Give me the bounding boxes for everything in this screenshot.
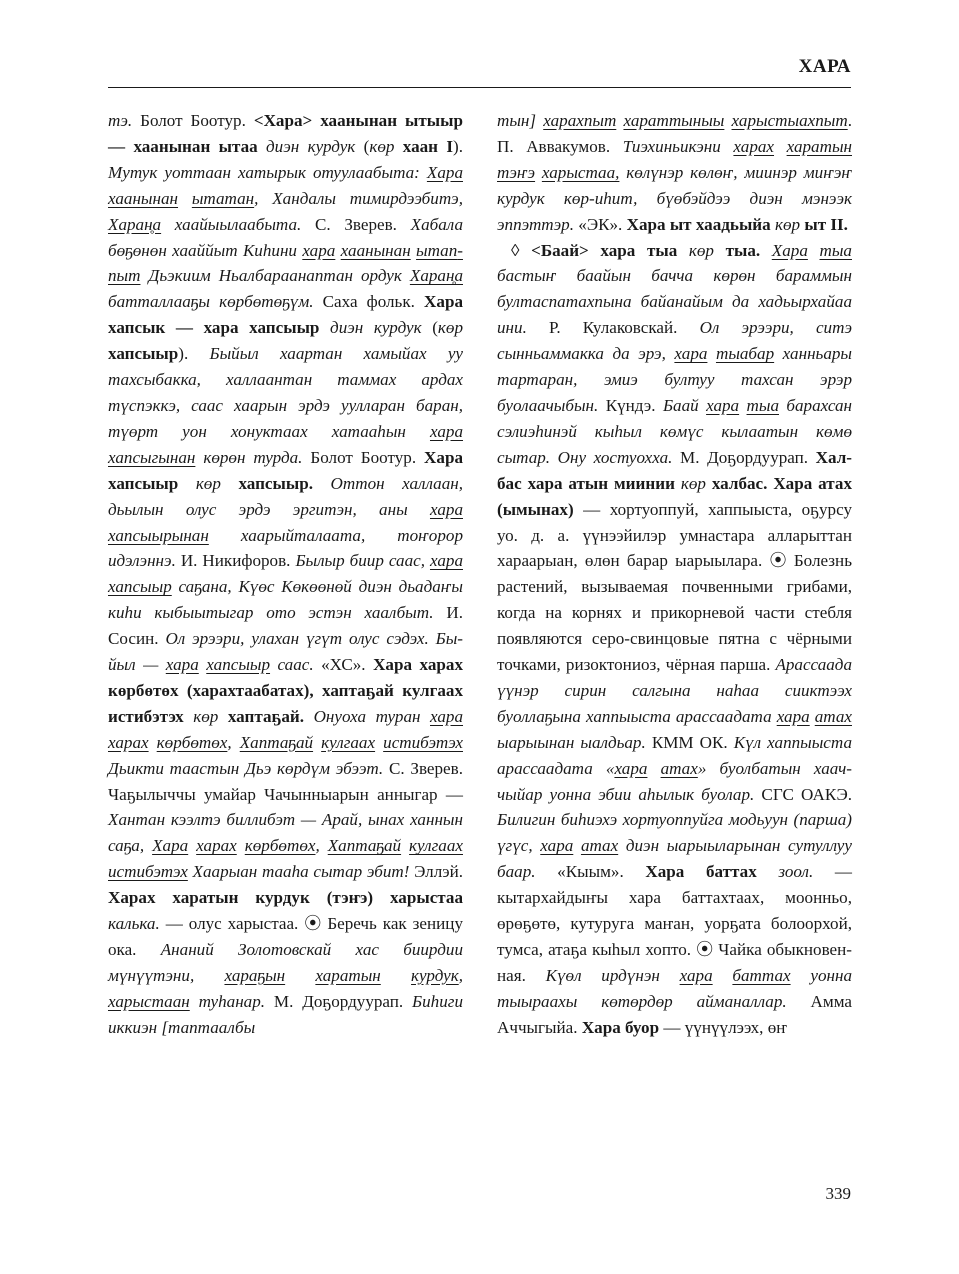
highlighted-example-word: харыстаан	[108, 991, 190, 1011]
headword-run: Хара атах (ымынах)	[497, 473, 852, 519]
text-run: Хаарыан тааһа сытар эбит!	[187, 862, 410, 882]
highlighted-example-word: тыа	[819, 240, 852, 260]
headword-run: хапсыыр	[108, 344, 179, 364]
text-run	[375, 733, 383, 752]
highlighted-example-word: хара	[429, 499, 463, 519]
text-run: диэн курдук	[319, 318, 422, 338]
text-run: Ол эрээри, улахан үгүт олус сэдэх. Быйыл —	[108, 629, 463, 675]
text-run: көр	[369, 136, 395, 156]
highlighted-example-word: Хаптаҕай	[327, 836, 402, 856]
highlighted-example-word: харах	[108, 732, 149, 752]
text-run: зоол.	[756, 862, 814, 882]
text-run: Арассаада үүнэр сирин салгына наһаа сииктээх буоллаҕына хаппыыста арассаадата	[497, 655, 852, 726]
text-run: көр	[674, 473, 706, 493]
text-run: диэн курдук	[257, 136, 356, 156]
highlighted-example-word: хапсыырынан	[108, 525, 209, 545]
text-run: И. Сосин.	[108, 603, 463, 649]
text-run: Күндэ.	[598, 395, 663, 415]
text-run	[739, 396, 746, 415]
text-run: И. Никифоров.	[175, 551, 296, 571]
highlighted-example-word: баттах	[732, 965, 791, 985]
text-run: ).	[178, 344, 210, 364]
highlighted-example-word: хара	[429, 551, 463, 571]
text-run: Баай	[662, 395, 707, 415]
headword-run: Хара хапсык — хара хапсыыр	[108, 292, 463, 338]
highlighted-example-word: ытаппыт	[108, 240, 463, 286]
text-run: — хортуоппуй, хаппыыста, оҕурсу уо. д. а. үүнээйилэр умнастара алларыттан хараарыан, өлөн барар ыарыылара. ⦿ Болезнь растений, вызываемая почвенными грибами, когда на корнях и прикорневой части стебля появляются серо-свинцовые пятна с чёрными точками, ризоктониоз, чёрная парша.	[497, 499, 852, 675]
text-run: «ХС».	[313, 655, 374, 675]
text-run	[647, 759, 660, 778]
highlighted-example-word: кулгаах	[321, 732, 376, 752]
text-run: . П. Аввакумов.	[497, 111, 852, 156]
text-run	[313, 733, 321, 752]
headword-run: халбас.	[705, 473, 768, 493]
text-run	[713, 966, 733, 985]
text-run: тын]	[497, 111, 537, 130]
highlighted-example-word: хара	[679, 965, 713, 985]
text-run: Ананий Золотовскай хас биирдии мүнүүтэни,	[108, 940, 463, 985]
text-run	[774, 137, 787, 156]
highlighted-example-word: Хара	[426, 162, 463, 182]
highlighted-example-word: харыстаа,	[541, 162, 620, 182]
paragraph	[497, 238, 852, 1041]
text-run	[237, 836, 245, 855]
text-run: бастыҥ баайын бачча көрөн бараммын бултаспатахпына байанайым да хадьырхайаа ини.	[497, 266, 852, 338]
text-run: диэн ыарыыларынан сутуллуу баар.	[497, 836, 852, 882]
text-run: — олус харыстаа. ⦿ Беречь как зеницу ока.	[108, 914, 463, 959]
text-run: (	[421, 318, 438, 338]
text-run	[707, 344, 716, 363]
text-run: көр	[677, 240, 714, 260]
highlighted-example-word: атах	[814, 706, 852, 726]
highlighted-example-word: атах	[660, 758, 698, 778]
highlighted-example-word: хара	[614, 758, 648, 778]
headword-run: хаптаҕай.	[218, 706, 305, 726]
text-run: көрөн турда.	[195, 447, 303, 467]
text-run	[381, 966, 411, 985]
left-column	[108, 108, 463, 1041]
running-head: ХАРА	[798, 56, 851, 77]
highlighted-example-word: хара	[165, 655, 199, 675]
text-run: (	[355, 136, 370, 156]
highlighted-example-word: көрбөтөх	[156, 732, 228, 752]
text-run: калька.	[108, 914, 160, 934]
text-run: С. Зверев.	[301, 214, 411, 234]
highlighted-example-word: харах	[196, 836, 237, 856]
highlighted-example-word: харатын	[786, 136, 852, 156]
text-run: көр	[178, 473, 221, 493]
text-run: «ЭК».	[574, 214, 627, 234]
text-run: Саха фольк.	[313, 292, 425, 312]
text-run	[285, 966, 315, 985]
highlighted-example-word: хараҕын	[224, 965, 286, 985]
text-run: » буолбатын хааччыйар уонна эбии аһылык буолар.	[497, 758, 852, 804]
highlighted-example-word: хара	[540, 836, 574, 856]
text-run: ханньары тартаран, эмиэ бултуу тахсан эрэр буолаачыбын.	[497, 344, 852, 415]
text-run	[573, 836, 581, 855]
text-run	[808, 241, 820, 260]
highlighted-example-word: харахпыт	[543, 111, 617, 130]
page-number: 339	[825, 1184, 851, 1203]
highlighted-example-word: көрбөтөх	[244, 836, 316, 856]
highlighted-example-word: харыстыахпыт	[731, 111, 848, 130]
headword-run: <Хара> хаанынан ытыыр — хаанынан ытаа	[108, 111, 463, 156]
headword-run: Халбас хара атын миинии	[497, 447, 852, 493]
headword-run: Хара ыт хаадьыйа	[626, 214, 771, 234]
highlighted-example-word: харатын	[315, 965, 381, 985]
text-run	[724, 111, 731, 130]
highlighted-example-word: хапсыгынан	[108, 447, 196, 467]
text-run: уонна тыыраахы көтөрдөр айманаллар.	[497, 965, 852, 1011]
highlighted-example-word: тыа	[746, 395, 779, 415]
highlighted-example-word: хапсыыр	[108, 577, 172, 597]
highlighted-example-word: тыабар	[715, 344, 775, 364]
text-run: Онуоха туран	[304, 706, 430, 726]
text-run: М. Доҕордуурап.	[265, 991, 413, 1011]
text-run: Болот Боотур.	[302, 447, 425, 467]
highlighted-example-word: харах	[733, 136, 775, 156]
text-run: саас.	[270, 655, 314, 675]
text-run: саҕана, Күөс Көкөөнөй диэн дьадаҥы киһи кыбыытыгар ото эстэн хаалбыт.	[108, 577, 463, 623]
text-run: хаарыйталаата, тоҥорор идэлэннэ.	[108, 525, 463, 571]
highlighted-example-word: кулгаах	[409, 836, 463, 856]
text-run: тэ.	[108, 111, 133, 130]
text-run: Биһиги иккиэн [таптаалбы	[108, 991, 463, 1037]
text-run: Тиэхиньикэни	[622, 136, 734, 156]
text-run: «Кыым».	[535, 862, 646, 882]
text-run	[149, 733, 157, 752]
text-run: ,	[458, 965, 463, 985]
text-run: , Хандалы тимирдээбитэ,	[254, 188, 463, 208]
text-run: ,	[315, 836, 328, 856]
text-run: КММ ОК.	[645, 732, 734, 752]
highlighted-example-word: Хаптаҕай	[239, 732, 314, 752]
text-run: барахсан сэлиэһинэй кыһыл көмүс кылаатын көмө сытар. Ону хостуохха.	[497, 395, 852, 467]
text-run: — үүнүүлээх, өҥ	[659, 1017, 787, 1037]
headword-run: Хара баттах	[645, 862, 757, 882]
text-run: Дьэкиим Ньалбараанаптан ордук	[140, 266, 410, 286]
text-run: батталлааҕы көрбөтөҕүм.	[108, 292, 314, 312]
highlighted-example-word: хапсыыр	[206, 655, 271, 675]
text-run: СГС ОАКЭ.	[754, 784, 852, 804]
text-run: көр	[437, 318, 463, 338]
text-run: Ол эрээри, ситэ сынньаммакка да эрэ,	[497, 318, 852, 364]
text-run: ◊	[511, 240, 532, 260]
text-run	[535, 163, 542, 182]
text-run: ).	[453, 136, 463, 156]
text-run: Билигин биһиэхэ хортуоппуйга модьуун (парша) үгүс,	[497, 810, 852, 856]
text-run: Оттон халлаан, дьылын олус эрдэ эргитэн, аны	[108, 473, 463, 519]
highlighted-example-word: Харан̥а	[108, 214, 162, 234]
highlighted-example-word: истибэтэх	[108, 862, 188, 882]
highlighted-example-word: Харан̥а	[409, 266, 463, 286]
headword-run: <Баай> хара тыа	[531, 240, 678, 260]
text-run: ,	[227, 732, 240, 752]
highlighted-example-word: хара	[776, 706, 810, 726]
headword-run: Хара хапсыыр	[108, 447, 463, 493]
header-rule	[108, 87, 851, 88]
text-run: Хабала бөҕөнөн хааййыт Киһини	[108, 214, 463, 260]
text-run: көр	[183, 706, 219, 726]
text-run: Болот Боотур.	[132, 111, 254, 130]
text-run: Хантан кээлтэ биллибэт — Арай, ынах ханнын саҕа,	[108, 810, 463, 856]
text-run: Мутук уоттаан хатырык отуулаабыта:	[108, 162, 427, 182]
text-run: Эллэй.	[409, 862, 463, 882]
highlighted-example-word: хаанынан	[340, 240, 411, 260]
highlighted-example-word: атах	[580, 836, 619, 856]
highlighted-example-word: хара	[302, 240, 336, 260]
headword-run: Хара харах көрбөтөх (харахтаабатах), хаптаҕай кулгаах истибэтэх	[108, 655, 463, 726]
paragraph	[108, 108, 463, 1041]
headword-run: хаан I	[394, 136, 454, 156]
right-column	[497, 108, 852, 1041]
text-run: Күөл ирдүнэн	[545, 965, 680, 985]
highlighted-example-word: ытатан	[191, 188, 255, 208]
text-run: көр	[770, 214, 801, 234]
text-run: туһанар.	[189, 991, 266, 1011]
highlighted-example-word: хаанынан	[108, 188, 179, 208]
headword-run: Хара буор	[581, 1017, 660, 1037]
text-run: М. Доҕордуурап.	[672, 447, 816, 467]
paragraph	[497, 108, 852, 238]
text-run: Былыр биир саас,	[295, 551, 430, 571]
text-run: хаайыылаабыта.	[161, 214, 302, 234]
headword-run: Харах харатын курдук (тэҥэ) харыстаа	[108, 888, 463, 908]
text-run: — кытархайдыҥы хара баттахтаах, моонньо, өрөҕөтө, кутуруга маҥан, уорҕата болоорхой, тумса, атаҕа кыһыл хопто. ⦿ Чайка обыкновенная.	[497, 862, 852, 985]
text-run: Дьикти таастын Дьэ көрдүм эбээт.	[108, 758, 384, 778]
highlighted-example-word: тэҥэ	[497, 162, 536, 182]
highlighted-example-word: истибэтэх	[383, 732, 463, 752]
highlighted-example-word: хара	[429, 421, 463, 441]
headword-run: хапсыыр.	[220, 473, 313, 493]
text-run	[188, 836, 196, 855]
text-run: С. Зверев. Чаҕылыччы умайар Чачынныарын анныгар —	[108, 758, 463, 804]
headword-run: ыт II.	[800, 214, 848, 234]
highlighted-example-word: Хара	[152, 836, 189, 856]
highlighted-example-word: курдук	[411, 965, 459, 985]
text-run	[760, 241, 772, 260]
text-run: ыарыынан ыалдьар.	[497, 732, 646, 752]
text-run: көлүнэр көлөҥ, миинэр миҥэҥ курдук көр-иһит, бүөбэйдээ диэн мэнээк эппэттэр.	[497, 162, 852, 234]
text-run	[178, 189, 192, 208]
highlighted-example-word: хара	[706, 395, 740, 415]
text-run: Быйыл хаартан хамыйах уу тахсыбакка, халлаантан таммах ардах түспэккэ, саас хаарын эрдэ уулларан баран, түөрт уон хонуктаах хатааһын	[108, 344, 463, 441]
text-run: Р. Кулаковскай.	[526, 318, 700, 338]
highlighted-example-word: хара	[430, 706, 464, 726]
highlighted-example-word: хараттыныы	[623, 111, 725, 130]
text-run: Амма Аччыгыйа.	[497, 991, 852, 1037]
highlighted-example-word: Хара	[771, 240, 808, 260]
highlighted-example-word: хара	[674, 344, 708, 364]
text-run	[401, 836, 409, 855]
text-run: Күл хаппыыста арассаадата «	[497, 732, 852, 778]
headword-run: тыа.	[713, 240, 761, 260]
